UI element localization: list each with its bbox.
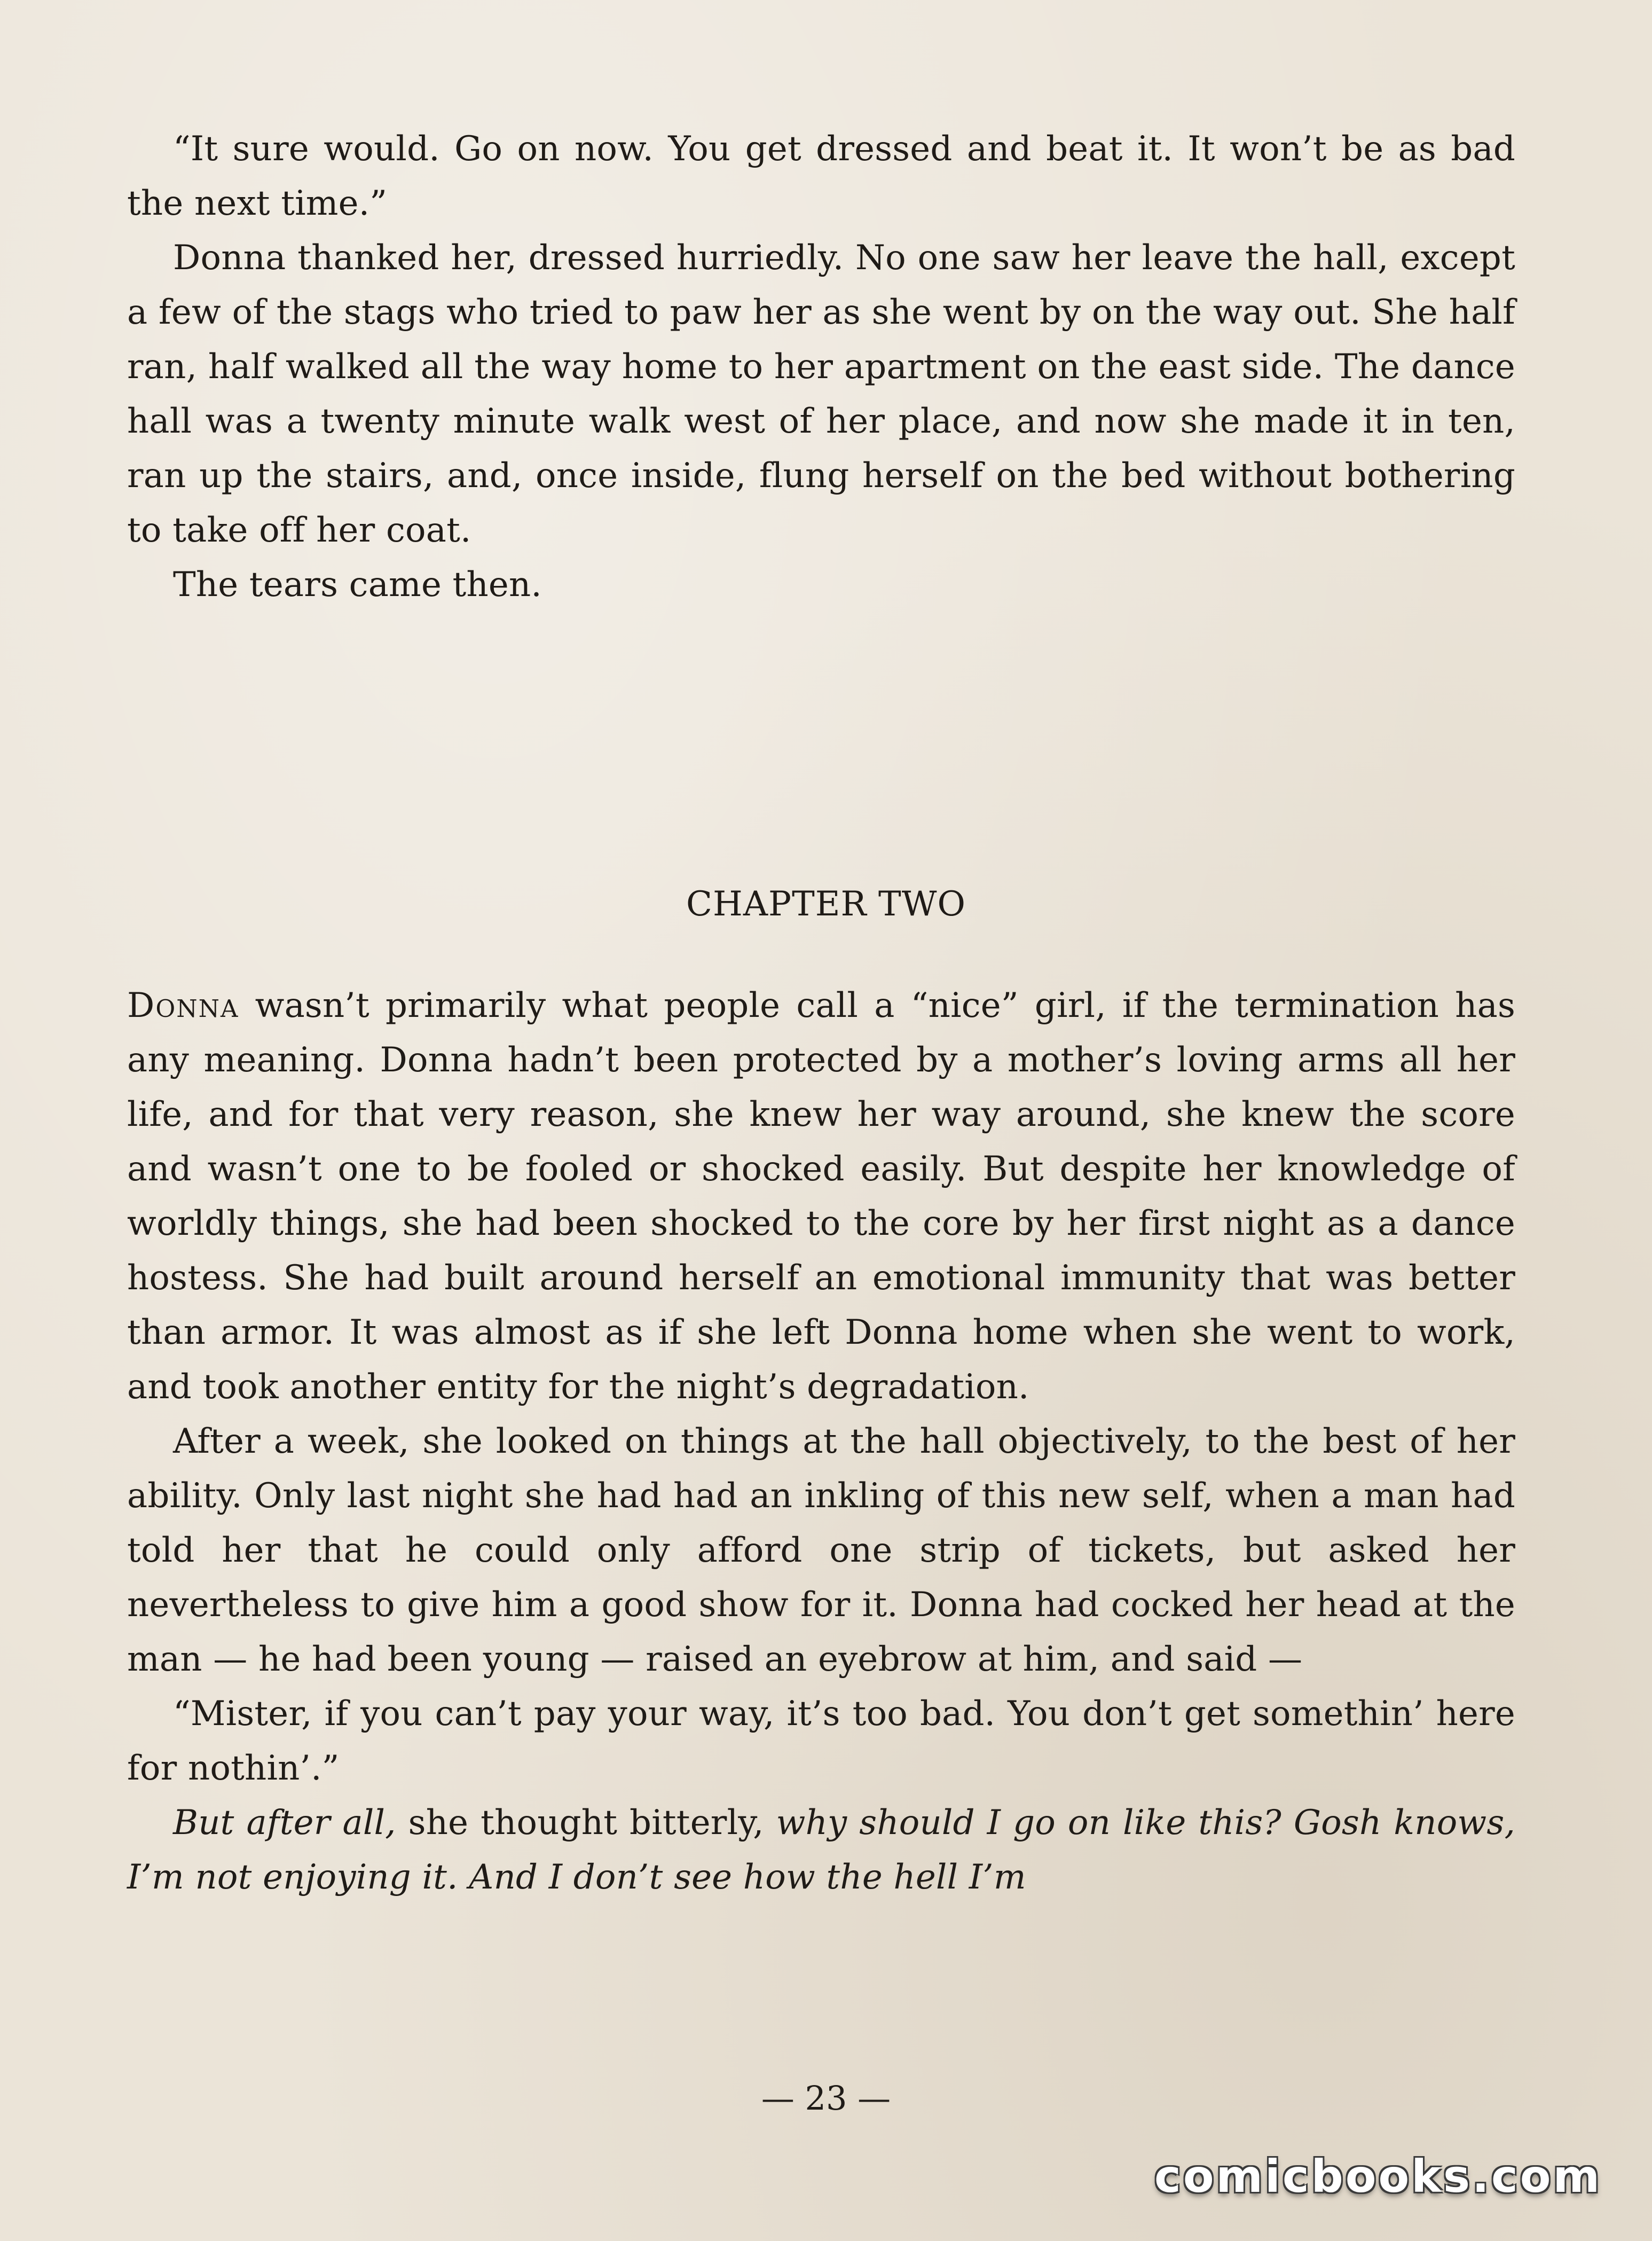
page-number: — 23 — — [761, 2079, 891, 2118]
paragraph: After a week, she looked on things at the hall objectively, to the best of her ability. Only last night she had had an inkling of this new self, when a man had told her that he could only afford one strip of tickets, but asked her nevertheless to give him a good show for it. Donna had cocked her head at the man — he had been young — raised an eyebrow at him, and said — — [127, 1422, 1515, 1679]
top-text-section — [127, 122, 1515, 612]
chapter-opening-text: wasn’t primarily what people call a “nice” girl, if the termination has any meaning. Donna hadn’t been protected by a mother’s loving arms all her life, and for that very reason, she knew her way around, she knew the score and wasn’t one to be fooled or shocked easily. But despite her knowledge of worldly things, she had been shocked to the core by her first night as a dance hostess. She had built around herself an emotional immunity that was better than armor. It was almost as if she left Donna home when she went to work, and took another entity for the night’s degradation. — [127, 986, 1515, 1407]
chapter-first-word: Donna — [127, 986, 239, 1025]
plain-text: she thought bitterly, — [396, 1803, 776, 1843]
paragraph: “Mister, if you can’t pay your way, it’s too bad. You don’t get somethin’ here for nothin’.” — [127, 1694, 1515, 1788]
italic-text: But after all, — [173, 1803, 396, 1843]
watermark-logo: comicbooks.com — [1154, 2150, 1602, 2203]
chapter-heading: CHAPTER TWO — [686, 884, 966, 924]
paragraph: Donna thanked her, dressed hurriedly. No one saw her leave the hall, except a few of the stags who tried to paw her as she went by on the way out. She half ran, half walked all the way home to her apartment on the east side. The dance hall was a twenty minute walk west of her place, and now she made it in ten, ran up the stairs, and, once inside, flung herself on the bed without bothering to take off her coat. — [127, 238, 1515, 550]
chapter-opening-paragraph — [127, 978, 1515, 1414]
paragraph: The tears came then. — [173, 565, 542, 605]
paragraph: “It sure would. Go on now. You get dressed and beat it. It won’t be as bad the next time.” — [127, 129, 1515, 223]
paragraph-last — [127, 1796, 1515, 1905]
italic-text: why should I go on like this? Gosh knows, I’m not enjoying it. And I don’t see how the hell I’m — [127, 1803, 1515, 1897]
chapter-text-section — [127, 978, 1515, 1905]
